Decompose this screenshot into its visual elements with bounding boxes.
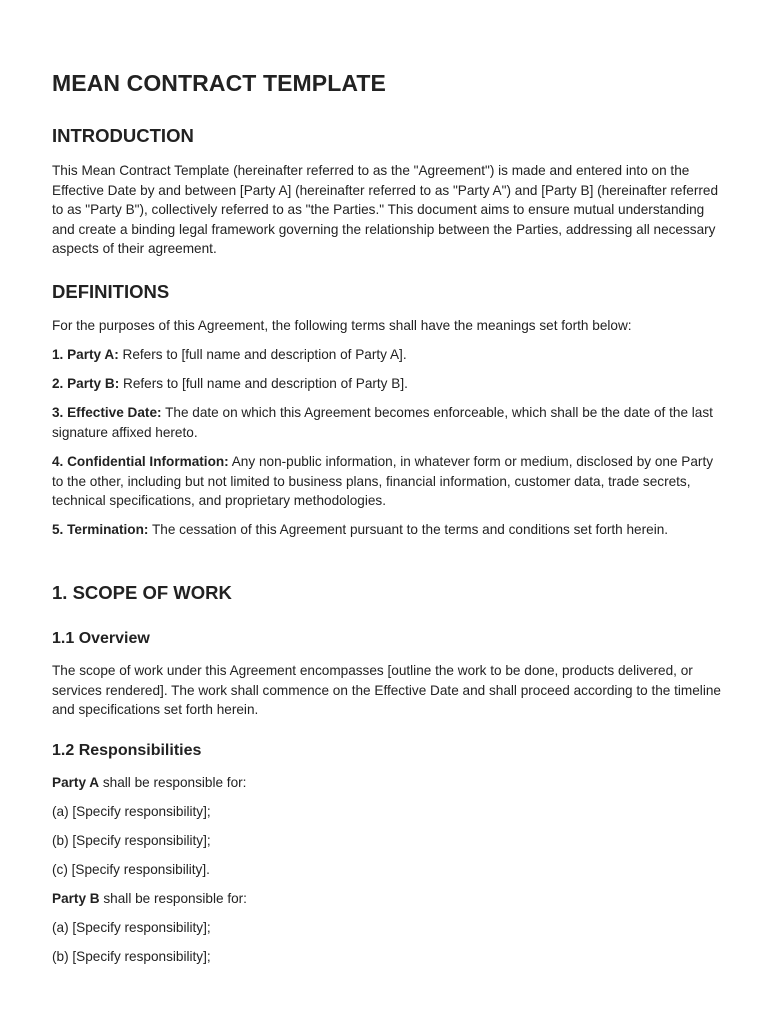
responsibility-item: (a) [Specify responsibility]; xyxy=(52,804,211,819)
definition-text: The cessation of this Agreement pursuant to the terms and conditions set forth herein. xyxy=(148,522,669,537)
definition-item xyxy=(52,345,722,365)
definition-text: The date on which this Agreement becomes enforceable, which shall be the date of the last signature affixed hereto. xyxy=(52,405,713,440)
definition-item xyxy=(52,374,722,394)
definition-text: Any non-public information, in whatever form or medium, disclosed by one Party to the other, including but not limited to business plans, financial information, customer data, trade secrets, technical specifications, and proprietary methodologies. xyxy=(52,454,714,508)
introduction-heading: INTRODUCTION xyxy=(52,125,194,146)
party-a-responsibilities-intro xyxy=(52,773,722,793)
party-a-label: Party A xyxy=(52,775,100,790)
definition-text: Refers to [full name and description of Party A]. xyxy=(118,347,407,362)
responsibility-item: (c) [Specify responsibility]. xyxy=(52,862,210,877)
definition-text: Refers to [full name and description of Party B]. xyxy=(119,376,408,391)
responsibilities-heading: 1.2 Responsibilities xyxy=(52,742,202,759)
definition-label: 1. Party A: xyxy=(52,347,119,362)
scope-heading: 1. SCOPE OF WORK xyxy=(52,582,232,603)
definition-item xyxy=(52,452,722,511)
definitions-heading: DEFINITIONS xyxy=(52,281,170,302)
definition-label: 3. Effective Date: xyxy=(52,405,162,420)
responsibility-item: (a) [Specify responsibility]; xyxy=(52,920,211,935)
party-b-responsibilities-intro xyxy=(52,889,722,909)
party-b-text: shall be responsible for: xyxy=(99,891,247,906)
introduction-paragraph: This Mean Contract Template (hereinafter referred to as the "Agreement") is made and entered into on the Effective Date by and between [Party A] (hereinafter referred to as "Party A") and [Party B] (hereinafter referred to as "Party B"), collectively referred to as "the Parties." This document aims to ensure mutual understanding and create a binding legal framework governing the relationship between the Parties, addressing all necessary aspects of their agreement. xyxy=(52,163,719,256)
definition-item xyxy=(52,403,722,442)
responsibility-item: (b) [Specify responsibility]; xyxy=(52,949,211,964)
definition-label: 4. Confidential Information: xyxy=(52,454,229,469)
definition-item xyxy=(52,520,722,540)
party-b-label: Party B xyxy=(52,891,100,906)
definitions-intro: For the purposes of this Agreement, the following terms shall have the meanings set forth below: xyxy=(52,318,632,333)
overview-paragraph: The scope of work under this Agreement encompasses [outline the work to be done, products delivered, or services rendered]. The work shall commence on the Effective Date and shall proceed according to the timeline and specifications set forth herein. xyxy=(52,663,721,717)
definition-label: 2. Party B: xyxy=(52,376,120,391)
party-a-text: shall be responsible for: xyxy=(99,775,247,790)
document-title: MEAN CONTRACT TEMPLATE xyxy=(52,70,386,96)
responsibility-item: (b) [Specify responsibility]; xyxy=(52,833,211,848)
overview-heading: 1.1 Overview xyxy=(52,630,150,647)
definition-label: 5. Termination: xyxy=(52,522,149,537)
